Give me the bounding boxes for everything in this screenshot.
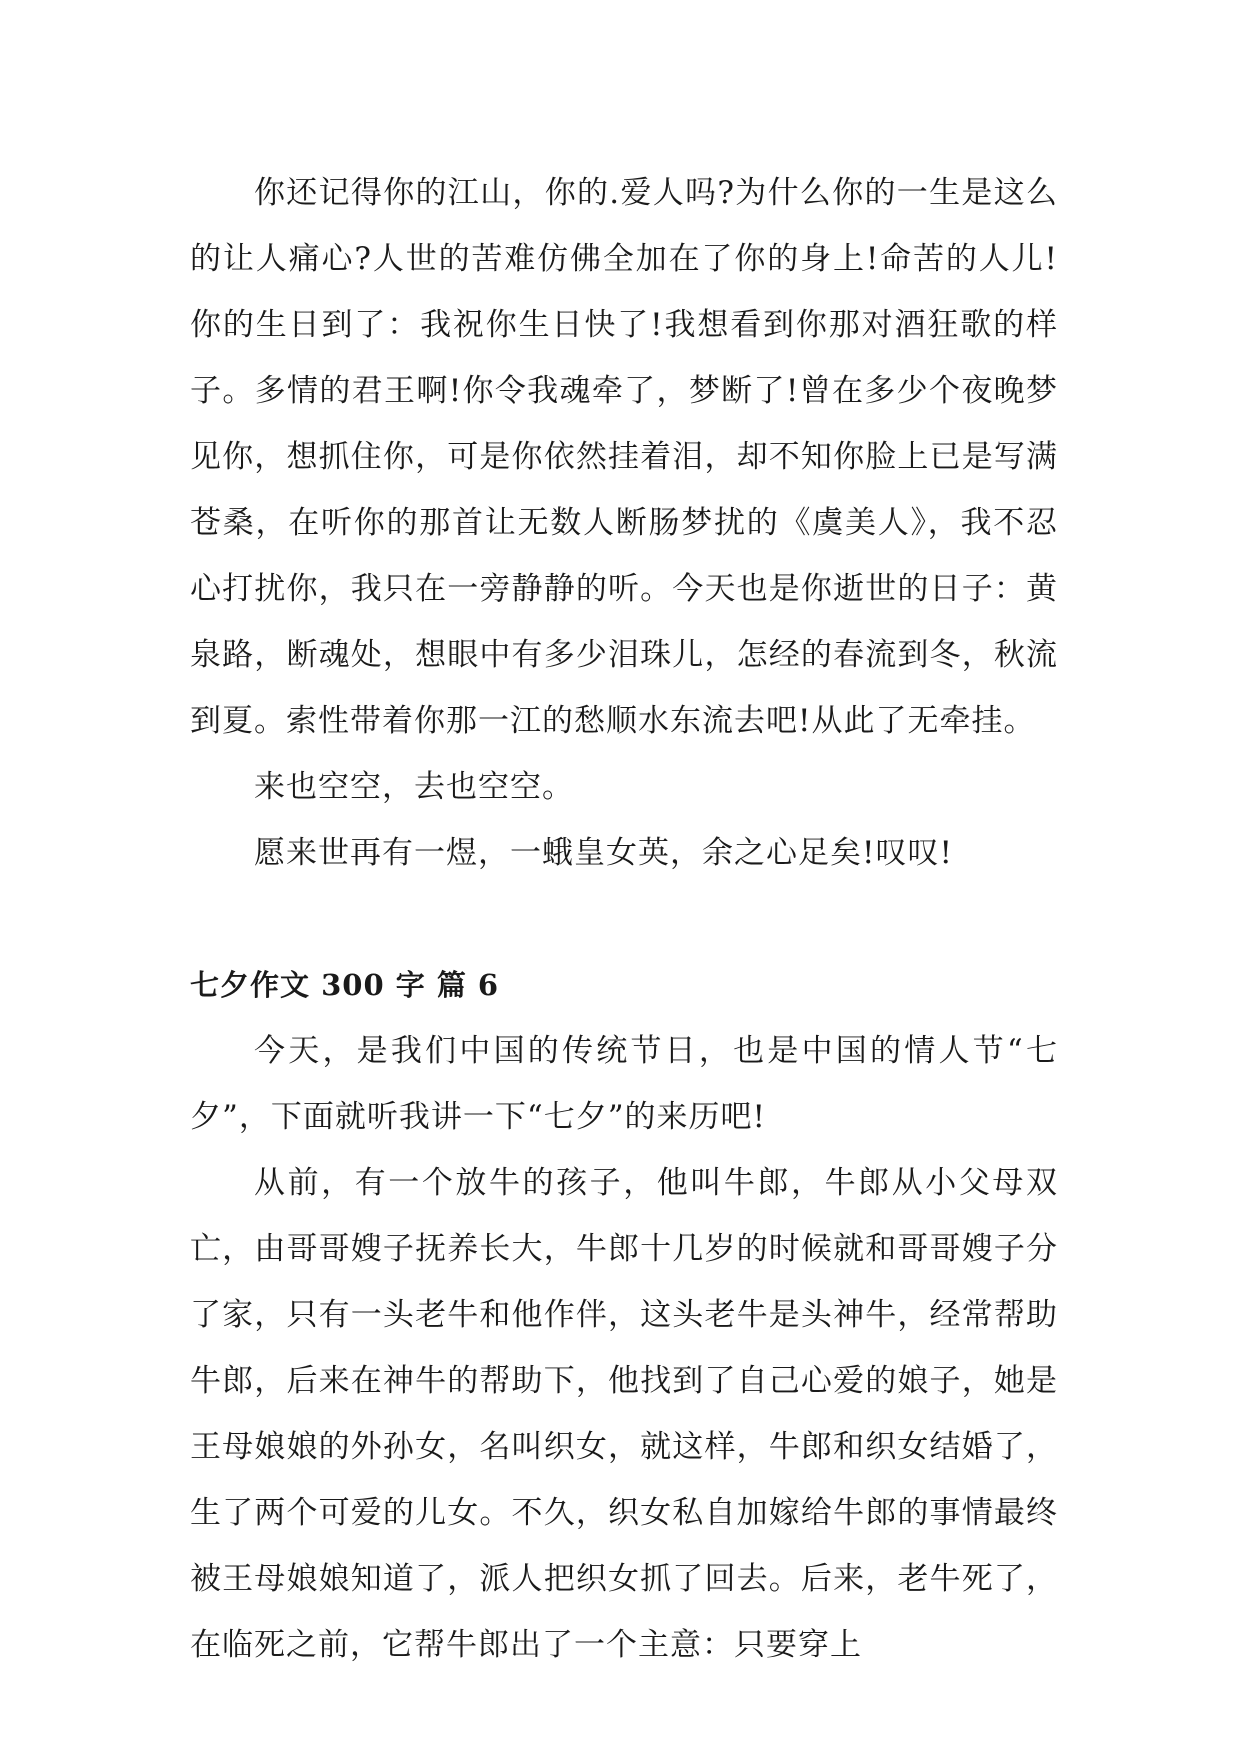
- section-heading: 七夕作文 300 字 篇 6: [190, 968, 500, 1002]
- document-page: [190, 160, 1058, 1678]
- body-paragraph: 来也空空，去也空空。: [254, 769, 574, 805]
- body-paragraph: 愿来世再有一煜，一蛾皇女英，余之心足矣!叹叹!: [254, 835, 953, 871]
- body-paragraph: 你还记得你的江山，你的.爱人吗?为什么你的一生是这么的让人痛心?人世的苦难仿佛全加在了你的身上!命苦的人儿!你的生日到了：我祝你生日快了!我想看到你那对酒狂歌的样子。多情的君王啊!你令我魂牵了，梦断了!曾在多少个夜晚梦见你，想抓住你，可是你依然挂着泪，却不知你脸上已是写满苍桑，在听你的那首让无数人断肠梦扰的《虞美人》，我不忍心打扰你，我只在一旁静静的听。今天也是你逝世的日子：黄泉路，断魂处，想眼中有多少泪珠儿，怎经的春流到冬，秋流到夏。索性带着你那一江的愁顺水东流去吧!从此了无牵挂。: [190, 175, 1058, 739]
- body-paragraph: 从前，有一个放牛的孩子，他叫牛郎，牛郎从小父母双亡，由哥哥嫂子抚养长大，牛郎十几岁的时候就和哥哥嫂子分了家，只有一头老牛和他作伴，这头老牛是头神牛，经常帮助牛郎，后来在神牛的帮助下，他找到了自己心爱的娘子，她是王母娘娘的外孙女，名叫织女，就这样，牛郎和织女结婚了，生了两个可爱的儿女。不久，织女私自加嫁给牛郎的事情最终被王母娘娘知道了，派人把织女抓了回去。后来，老牛死了，在临死之前，它帮牛郎出了一个主意：只要穿上: [190, 1165, 1058, 1663]
- body-paragraph: 今天，是我们中国的传统节日，也是中国的情人节“七夕”，下面就听我讲一下“七夕”的来历吧!: [190, 1033, 1058, 1135]
- section-gap: [190, 886, 1058, 952]
